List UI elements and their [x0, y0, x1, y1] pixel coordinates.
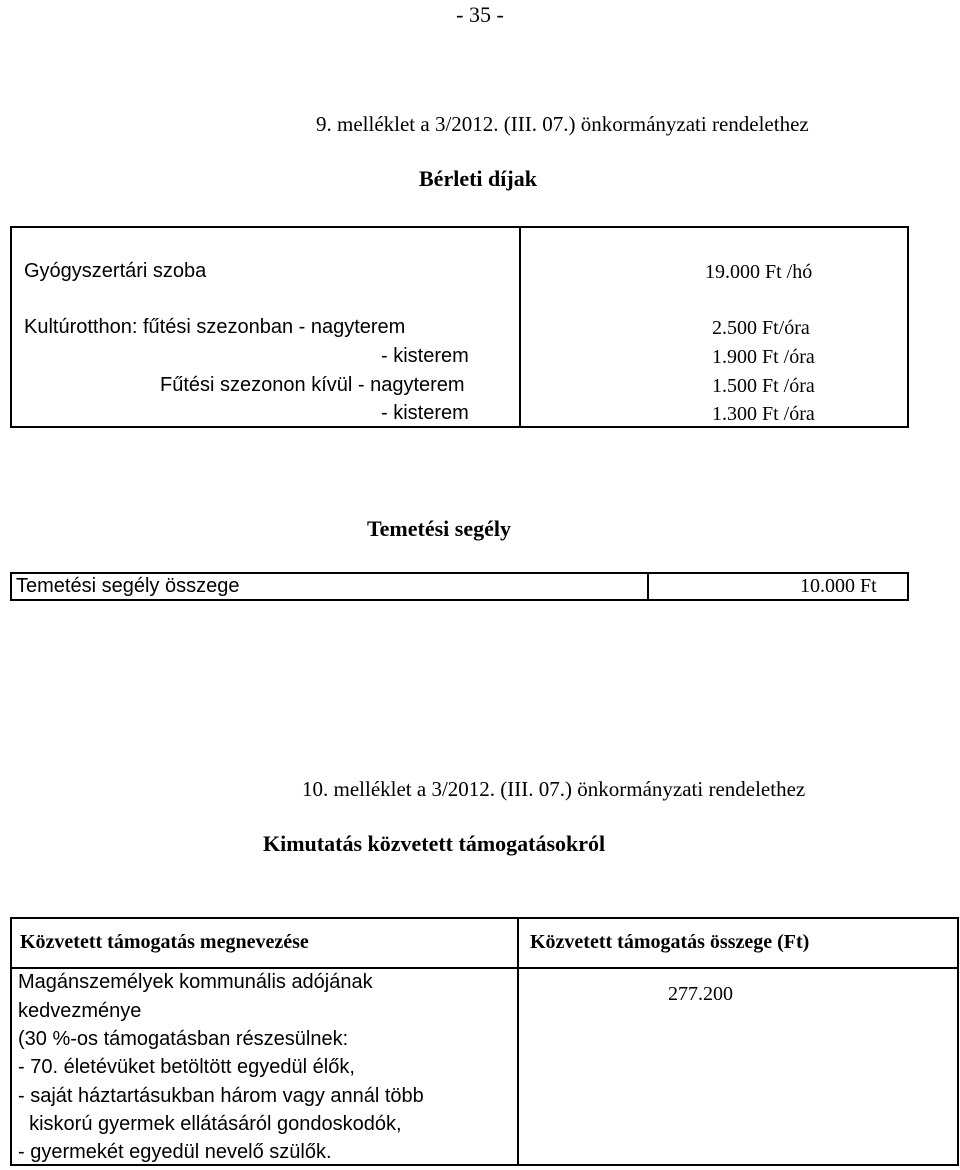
- col-header-amount: Közvetett támogatás összege (Ft): [530, 931, 810, 953]
- funeral-title: Temetési segély: [367, 516, 511, 541]
- header-divider: [517, 967, 957, 969]
- page-number: - 35 -: [456, 2, 504, 27]
- fee-value-offseason-small: 1.300 Ft /óra: [712, 403, 815, 425]
- fee-label-hall-heating-large: Kultúrotthon: fűtési szezonban - nagyterem: [24, 316, 406, 338]
- annex10-heading: 10. melléklet a 3/2012. (III. 07.) önkormányzati rendelethez: [302, 777, 806, 801]
- support-amount: 277.200: [668, 983, 733, 1005]
- indirect-support-table: [10, 917, 959, 1166]
- header-divider: [12, 967, 517, 969]
- column-divider: [647, 574, 649, 599]
- description-line: (30 %-os támogatásban részesülnek:: [18, 1028, 349, 1050]
- fee-label-offseason-large: Fűtési szezonon kívül - nagyterem: [160, 374, 465, 396]
- description-line: kiskorú gyermek ellátásáról gondoskodók,: [18, 1113, 402, 1135]
- annex10-title: Kimutatás közvetett támogatásokról: [263, 831, 606, 856]
- description-line: Magánszemélyek kommunális adójának: [18, 971, 373, 993]
- annex9-heading: 9. melléklet a 3/2012. (III. 07.) önkormányzati rendelethez: [316, 112, 809, 136]
- funeral-table: [10, 572, 909, 601]
- description-line: - 70. életévüket betöltött egyedül élők,: [18, 1056, 355, 1078]
- annex9-title: Bérleti díjak: [419, 166, 537, 191]
- fee-value-offseason-large: 1.500 Ft /óra: [712, 375, 815, 397]
- fee-value-hall-heating-small: 1.900 Ft /óra: [712, 346, 815, 368]
- description-line: kedvezménye: [18, 1000, 142, 1022]
- funeral-label: Temetési segély összege: [16, 575, 240, 597]
- column-divider: [519, 228, 521, 426]
- fee-label-hall-heating-small: - kisterem: [381, 345, 469, 367]
- description-line: - saját háztartásukban három vagy annál több: [18, 1085, 424, 1107]
- fee-label-offseason-small: - kisterem: [381, 402, 469, 424]
- fee-value-hall-heating-large: 2.500 Ft/óra: [712, 317, 810, 339]
- col-header-name: Közvetett támogatás megnevezése: [20, 931, 309, 953]
- description-line: - gyermekét egyedül nevelő szülők.: [18, 1141, 332, 1163]
- fee-value-pharmacy: 19.000 Ft /hó: [705, 261, 813, 283]
- fee-label-pharmacy: Gyógyszertári szoba: [24, 260, 207, 282]
- column-divider: [517, 919, 519, 1164]
- funeral-value: 10.000 Ft: [800, 575, 877, 597]
- rental-fees-table: [10, 226, 909, 428]
